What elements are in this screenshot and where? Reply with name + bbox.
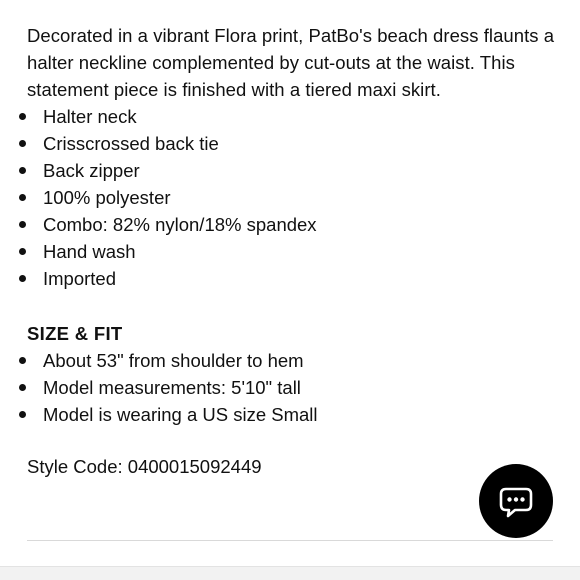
list-item: Imported bbox=[27, 265, 557, 292]
product-details bbox=[27, 22, 557, 480]
list-item: Combo: 82% nylon/18% spandex bbox=[27, 211, 557, 238]
bottom-bar bbox=[0, 566, 580, 580]
chat-bubble-icon bbox=[496, 481, 536, 521]
list-item: Model measurements: 5'10" tall bbox=[27, 374, 557, 401]
features-list bbox=[27, 103, 557, 292]
chat-button[interactable] bbox=[479, 464, 553, 538]
divider bbox=[27, 540, 553, 541]
list-item: Model is wearing a US size Small bbox=[27, 401, 557, 428]
list-item: Halter neck bbox=[27, 103, 557, 130]
list-item: Back zipper bbox=[27, 157, 557, 184]
size-fit-list bbox=[27, 347, 557, 428]
list-item: 100% polyester bbox=[27, 184, 557, 211]
list-item: About 53" from shoulder to hem bbox=[27, 347, 557, 374]
list-item: Hand wash bbox=[27, 238, 557, 265]
style-code: Style Code: 0400015092449 bbox=[27, 456, 262, 477]
product-description: Decorated in a vibrant Flora print, PatBo's beach dress flaunts a halter neckline complemented by cut-outs at the waist. This statement piece is finished with a tiered maxi skirt. bbox=[27, 25, 555, 100]
list-item: Crisscrossed back tie bbox=[27, 130, 557, 157]
size-fit-heading: SIZE & FIT bbox=[27, 323, 123, 344]
